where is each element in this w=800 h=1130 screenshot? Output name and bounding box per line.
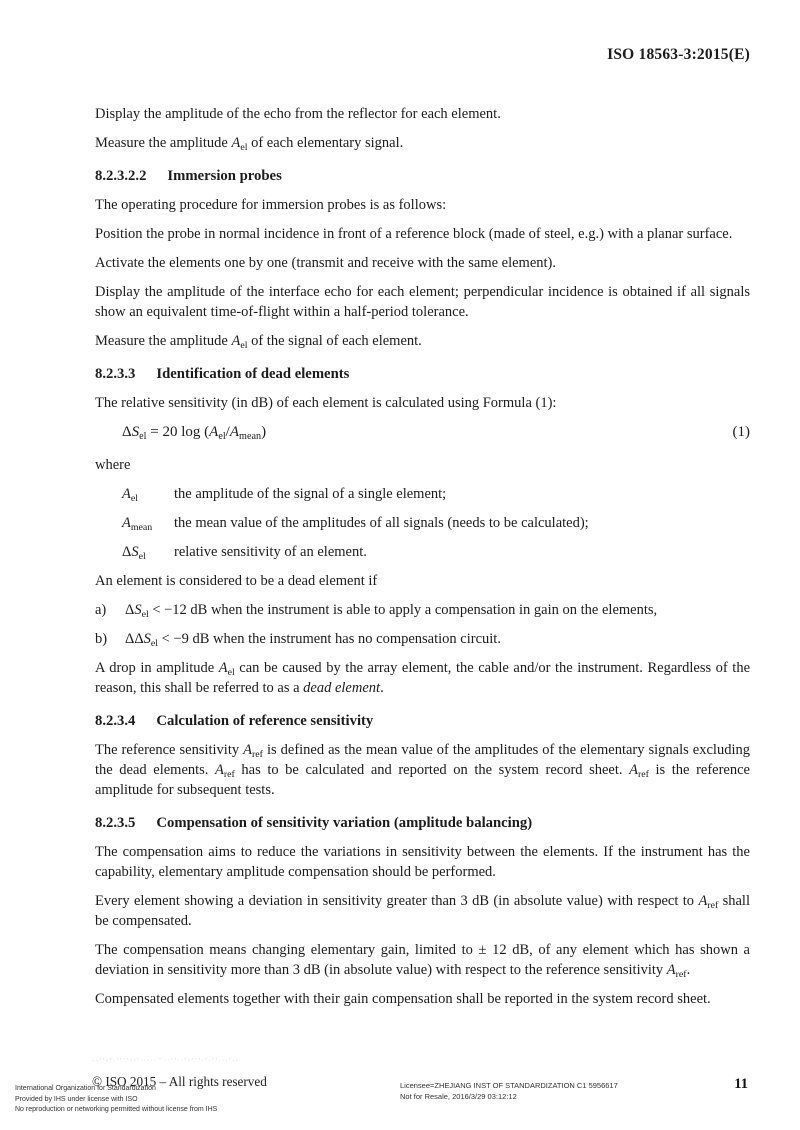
paragraph: The relative sensitivity (in dB) of each element is calculated using Formula (1): <box>95 395 557 411</box>
definition-description: relative sensitivity of an element. <box>174 544 367 560</box>
paragraph: Activate the elements one by one (transmit and receive with the same element). <box>95 255 557 271</box>
paragraph: Measure the amplitude $A_{el}$ of each elementary signal. <box>95 135 404 153</box>
definition-description: the amplitude of the signal of a single element; <box>174 486 447 502</box>
definition-term: $\Delta S_{el}$ <box>122 544 146 562</box>
definition-description: the mean value of the amplitudes of all signals (needs to be calculated); <box>174 515 589 531</box>
provider-note <box>15 1084 217 1116</box>
list-item-label: a) <box>95 602 107 618</box>
section-heading-compensation-sensitivity-variation <box>95 813 750 833</box>
faded-watermark-scribble: --''-'·''''-·'·····''··''··'·'''·'·''···'-- <box>92 1058 239 1064</box>
page-number: 11 <box>734 1076 748 1092</box>
license-note-line: Licensee=ZHEJIANG INST OF STANDARDIZATION C1 5956617 <box>400 1081 618 1090</box>
list-item-text: $\Delta S_{el} < -12$ dB when the instrument is able to apply a compensation in gain on the elements, <box>125 602 658 620</box>
provider-note-line: Provided by IHS under license with ISO <box>15 1095 138 1103</box>
definition-row <box>95 542 750 562</box>
provider-note-line: International Organization for Standardization <box>15 1085 156 1092</box>
section-number: 8.2.3.4 <box>95 713 136 729</box>
section-number: 8.2.3.2.2 <box>95 168 147 184</box>
paragraph: The reference sensitivity $A_{ref}$ is defined as the mean value of the amplitudes of the elementary signals excluding the dead elements. $A_{ref}$ has to be calculated and reported on the system record sheet. $A_{ref}$ is the reference amplitude for subsequent tests. <box>95 742 750 798</box>
paragraph: The compensation means changing elementary gain, limited to ± 12 dB, of any element which has shown a deviation in sensitivity more than 3 dB (in absolute value) with respect to the reference sensitivity $A_{ref}$. <box>95 942 750 980</box>
copyright-text: © ISO 2015 – All rights reserved <box>92 1074 267 1089</box>
formula-1 <box>95 422 750 442</box>
paragraph: Measure the amplitude $A_{el}$ of the signal of each element. <box>95 333 422 351</box>
list-item-text: $\Delta\Delta S_{el} < -9$ dB when the instrument has no compensation circuit. <box>125 631 501 649</box>
section-heading-calculation-reference-sensitivity <box>95 711 750 731</box>
section-title: Compensation of sensitivity variation (amplitude balancing) <box>156 815 533 831</box>
definition-term: $A_{el}$ <box>122 486 138 504</box>
provider-note-line: No reproduction or networking permitted without license from IHS <box>15 1106 218 1113</box>
license-note-line: Not for Resale, 2016/3/29 03:12:12 <box>400 1092 517 1101</box>
list-item-a <box>95 600 750 620</box>
section-title: Identification of dead elements <box>156 366 350 382</box>
paragraph: The compensation aims to reduce the variations in sensitivity between the elements. If the instrument has the capability, elementary amplitude compensation should be performed. <box>95 844 750 880</box>
paragraph: where <box>95 457 131 473</box>
section-title: Immersion probes <box>167 168 282 184</box>
paragraph: Display the amplitude of the interface echo for each element; perpendicular incidence is obtained if all signals show an equivalent time-of-flight within a half-period tolerance. <box>95 284 750 320</box>
section-heading-identification-dead-elements <box>95 364 750 384</box>
license-note <box>400 1080 618 1102</box>
list-item-label: b) <box>95 631 108 647</box>
section-number: 8.2.3.5 <box>95 815 136 831</box>
paragraph: Display the amplitude of the echo from the reflector for each element. <box>95 106 501 122</box>
definition-row <box>95 484 750 504</box>
section-heading-immersion-probes <box>95 166 750 186</box>
paragraph: Compensated elements together with their gain compensation shall be reported in the system record sheet. <box>95 991 711 1007</box>
list-item-b <box>95 629 750 649</box>
section-title: Calculation of reference sensitivity <box>156 713 374 729</box>
paragraph: An element is considered to be a dead element if <box>95 573 378 589</box>
page-content <box>95 104 750 1018</box>
section-number: 8.2.3.3 <box>95 366 136 382</box>
document-header-code: ISO 18563-3:2015(E) <box>607 46 750 63</box>
formula-expression: $\Delta S_{el} = 20$ $\log (A_{el}/A_{mean})$ <box>122 424 267 442</box>
paragraph: Every element showing a deviation in sensitivity greater than 3 dB (in absolute value) with respect to $A_{ref}$ shall be compensated. <box>95 893 750 929</box>
definition-term: $A_{mean}$ <box>122 515 153 533</box>
paragraph: A drop in amplitude $A_{el}$ can be caused by the array element, the cable and/or the instrument. Regardless of the reason, this shall be referred to as a dead element. <box>95 660 751 696</box>
paragraph: Position the probe in normal incidence in front of a reference block (made of steel, e.g.) with a planar surface. <box>95 226 733 242</box>
paragraph: The operating procedure for immersion probes is as follows: <box>95 197 447 213</box>
definition-row <box>95 513 750 533</box>
formula-number: (1) <box>732 424 750 440</box>
